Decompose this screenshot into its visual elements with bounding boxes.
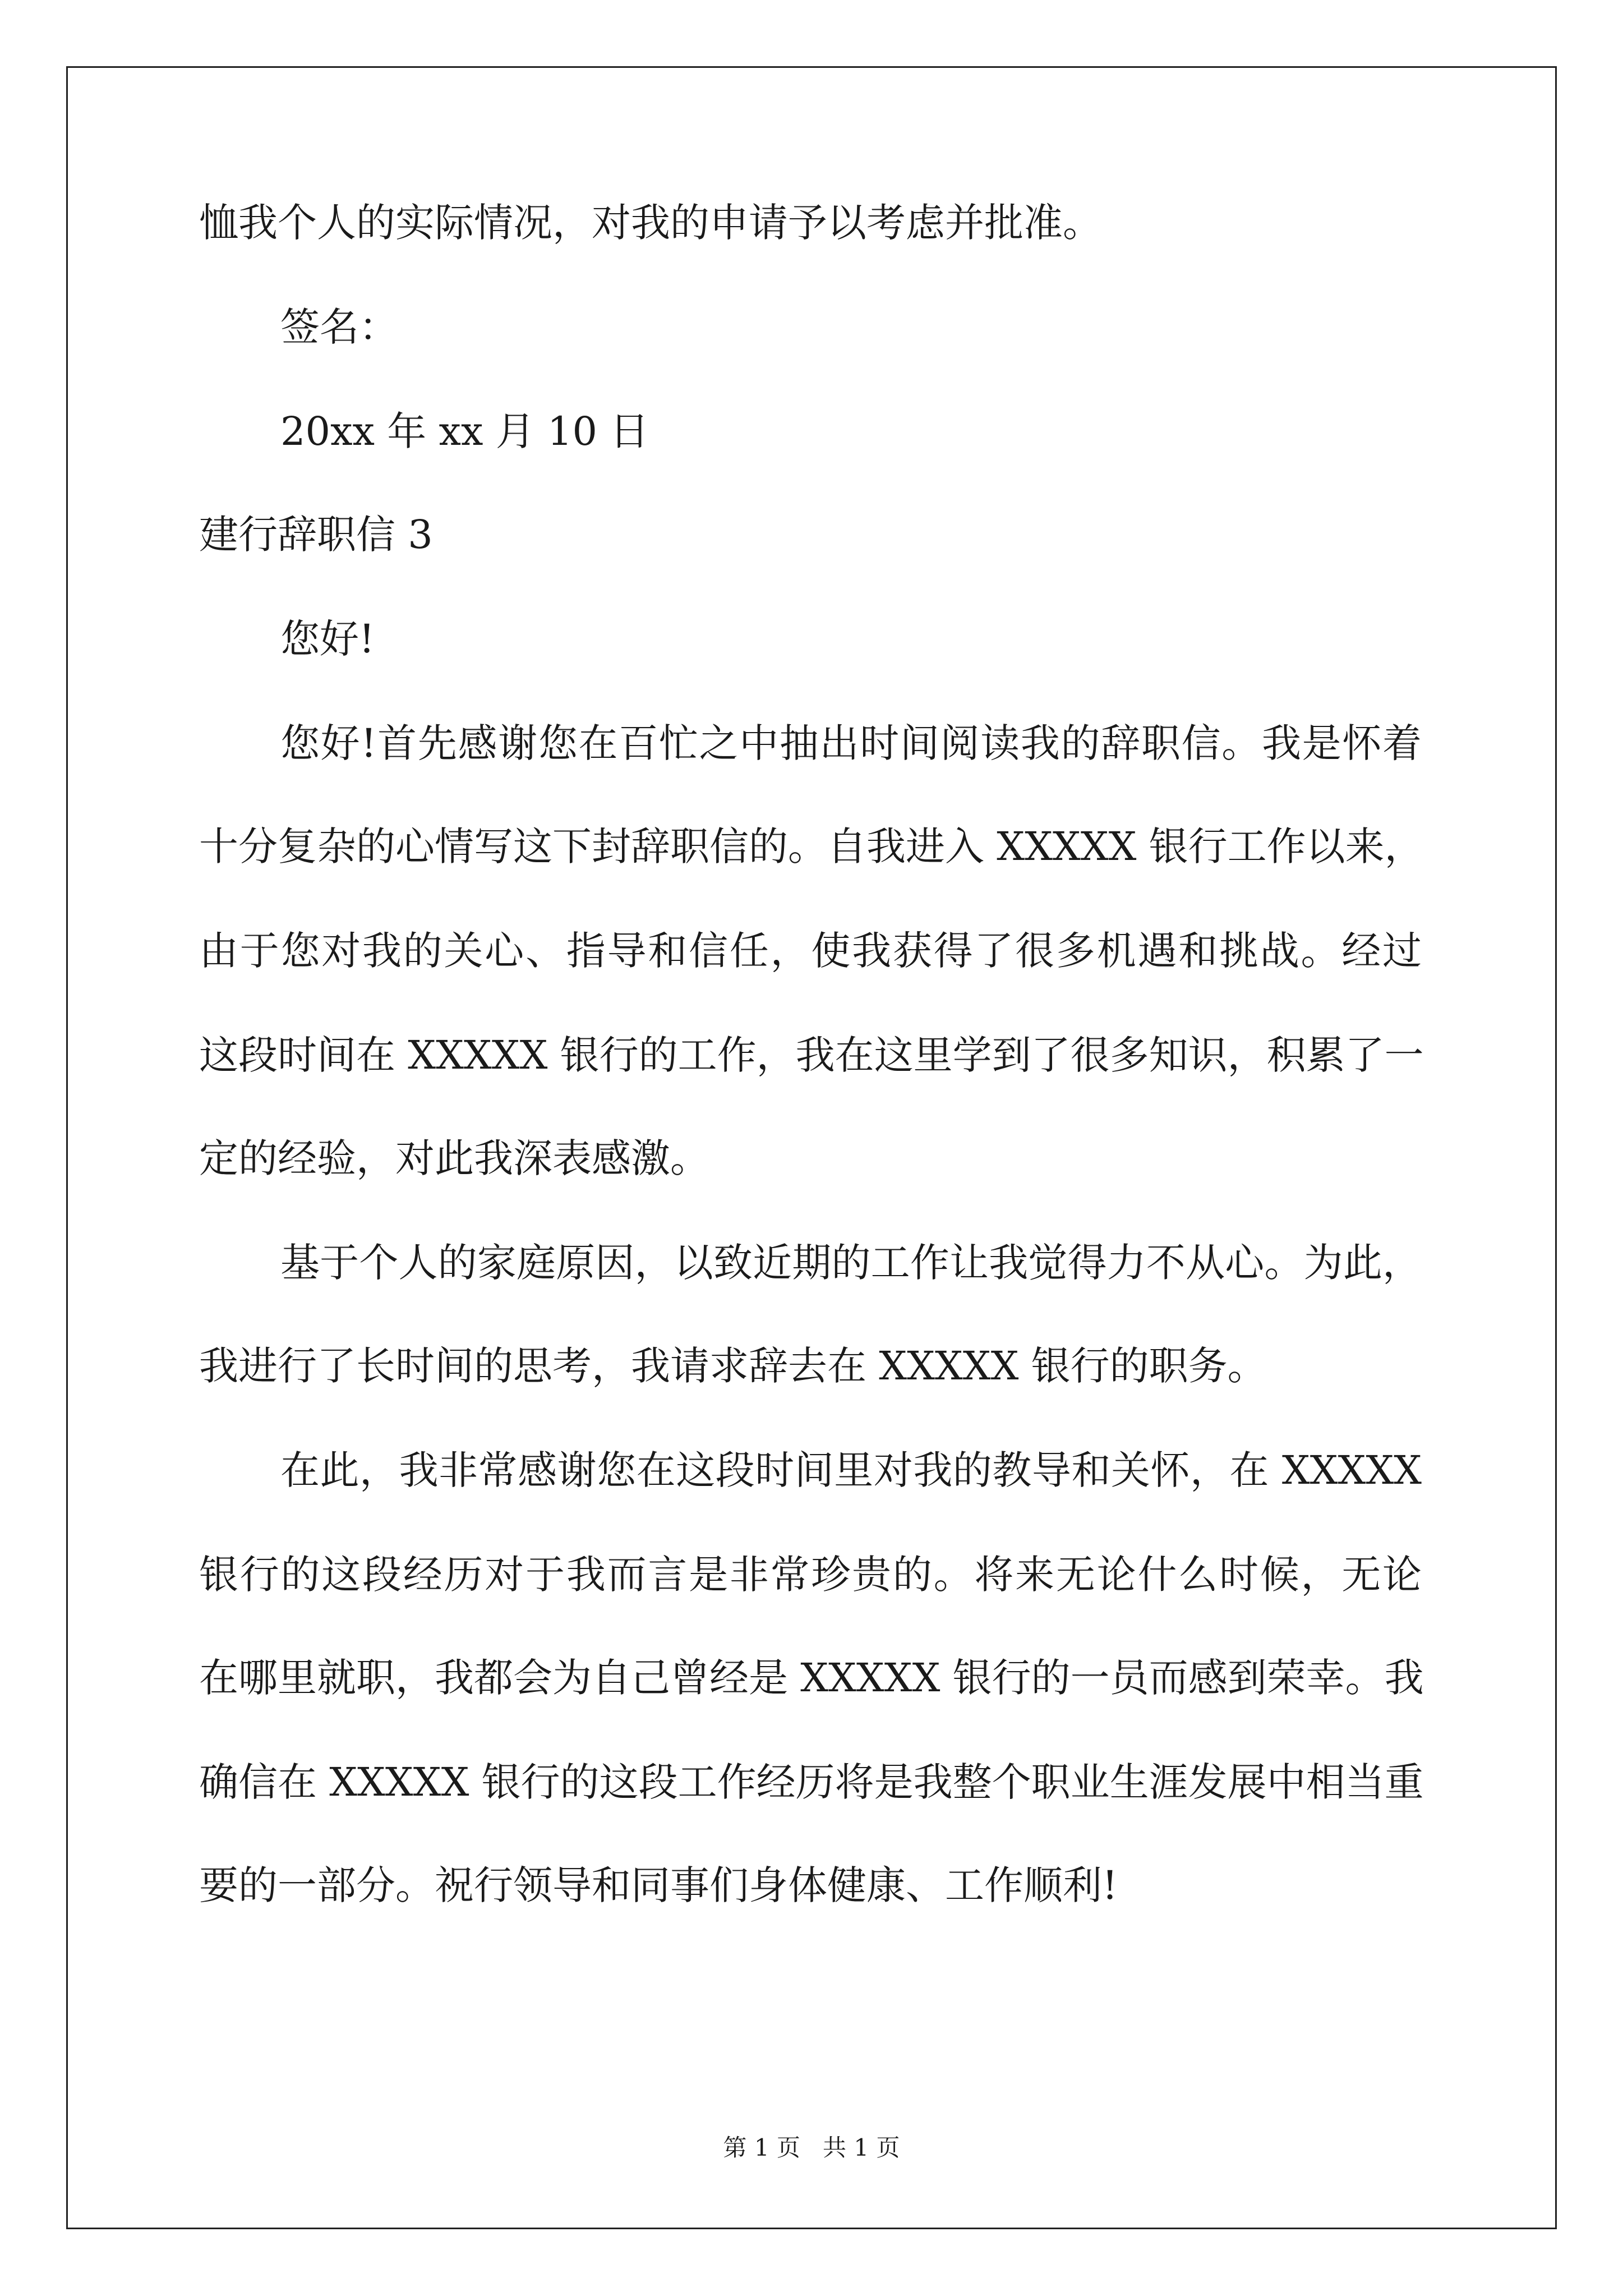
paragraph-line: 定的经验，对此我深表感激。: [199, 1135, 709, 1181]
salutation: 您好!: [280, 616, 375, 662]
paragraph-line: 银行的这段经历对于我而言是非常珍贵的。将来无论什么时候，无论: [199, 1552, 1422, 1598]
paragraph-line: 您好!首先感谢您在百忙之中抽出时间阅读我的辞职信。我是怀着: [280, 720, 1422, 766]
paragraph-line: 在哪里就职，我都会为自己曾经是 XXXXX 银行的一员而感到荣幸。我: [199, 1655, 1424, 1701]
section-heading: 建行辞职信 3: [199, 512, 433, 558]
paragraph-line: 确信在 XXXXX 银行的这段工作经历将是我整个职业生涯发展中相当重: [199, 1759, 1424, 1805]
paragraph-line: 基于个人的家庭原因，以致近期的工作让我觉得力不从心。为此，: [280, 1240, 1422, 1286]
signature-label: 签名：: [280, 304, 398, 350]
page-footer: 第 1 页 共 1 页: [723, 2134, 900, 2161]
paragraph-line: 要的一部分。祝行领导和同事们身体健康、工作顺利!: [199, 1862, 1118, 1908]
date-line: 20xx 年 xx 月 10 日: [280, 408, 649, 454]
paragraph-line: 十分复杂的心情写这下封辞职信的。自我进入 XXXXX 银行工作以来，: [199, 823, 1424, 869]
paragraph-line: 在此，我非常感谢您在这段时间里对我的教导和关怀，在 XXXXX: [280, 1447, 1422, 1493]
paragraph-line: 由于您对我的关心、指导和信任，使我获得了很多机遇和挑战。经过: [199, 928, 1422, 974]
paragraph-line: 我进行了长时间的思考，我请求辞去在 XXXXX 银行的职务。: [199, 1343, 1267, 1389]
paragraph-line: 恤我个人的实际情况，对我的申请予以考虑并批准。: [199, 200, 1102, 246]
paragraph-line: 这段时间在 XXXXX 银行的工作，我在这里学到了很多知识，积累了一: [199, 1032, 1424, 1078]
